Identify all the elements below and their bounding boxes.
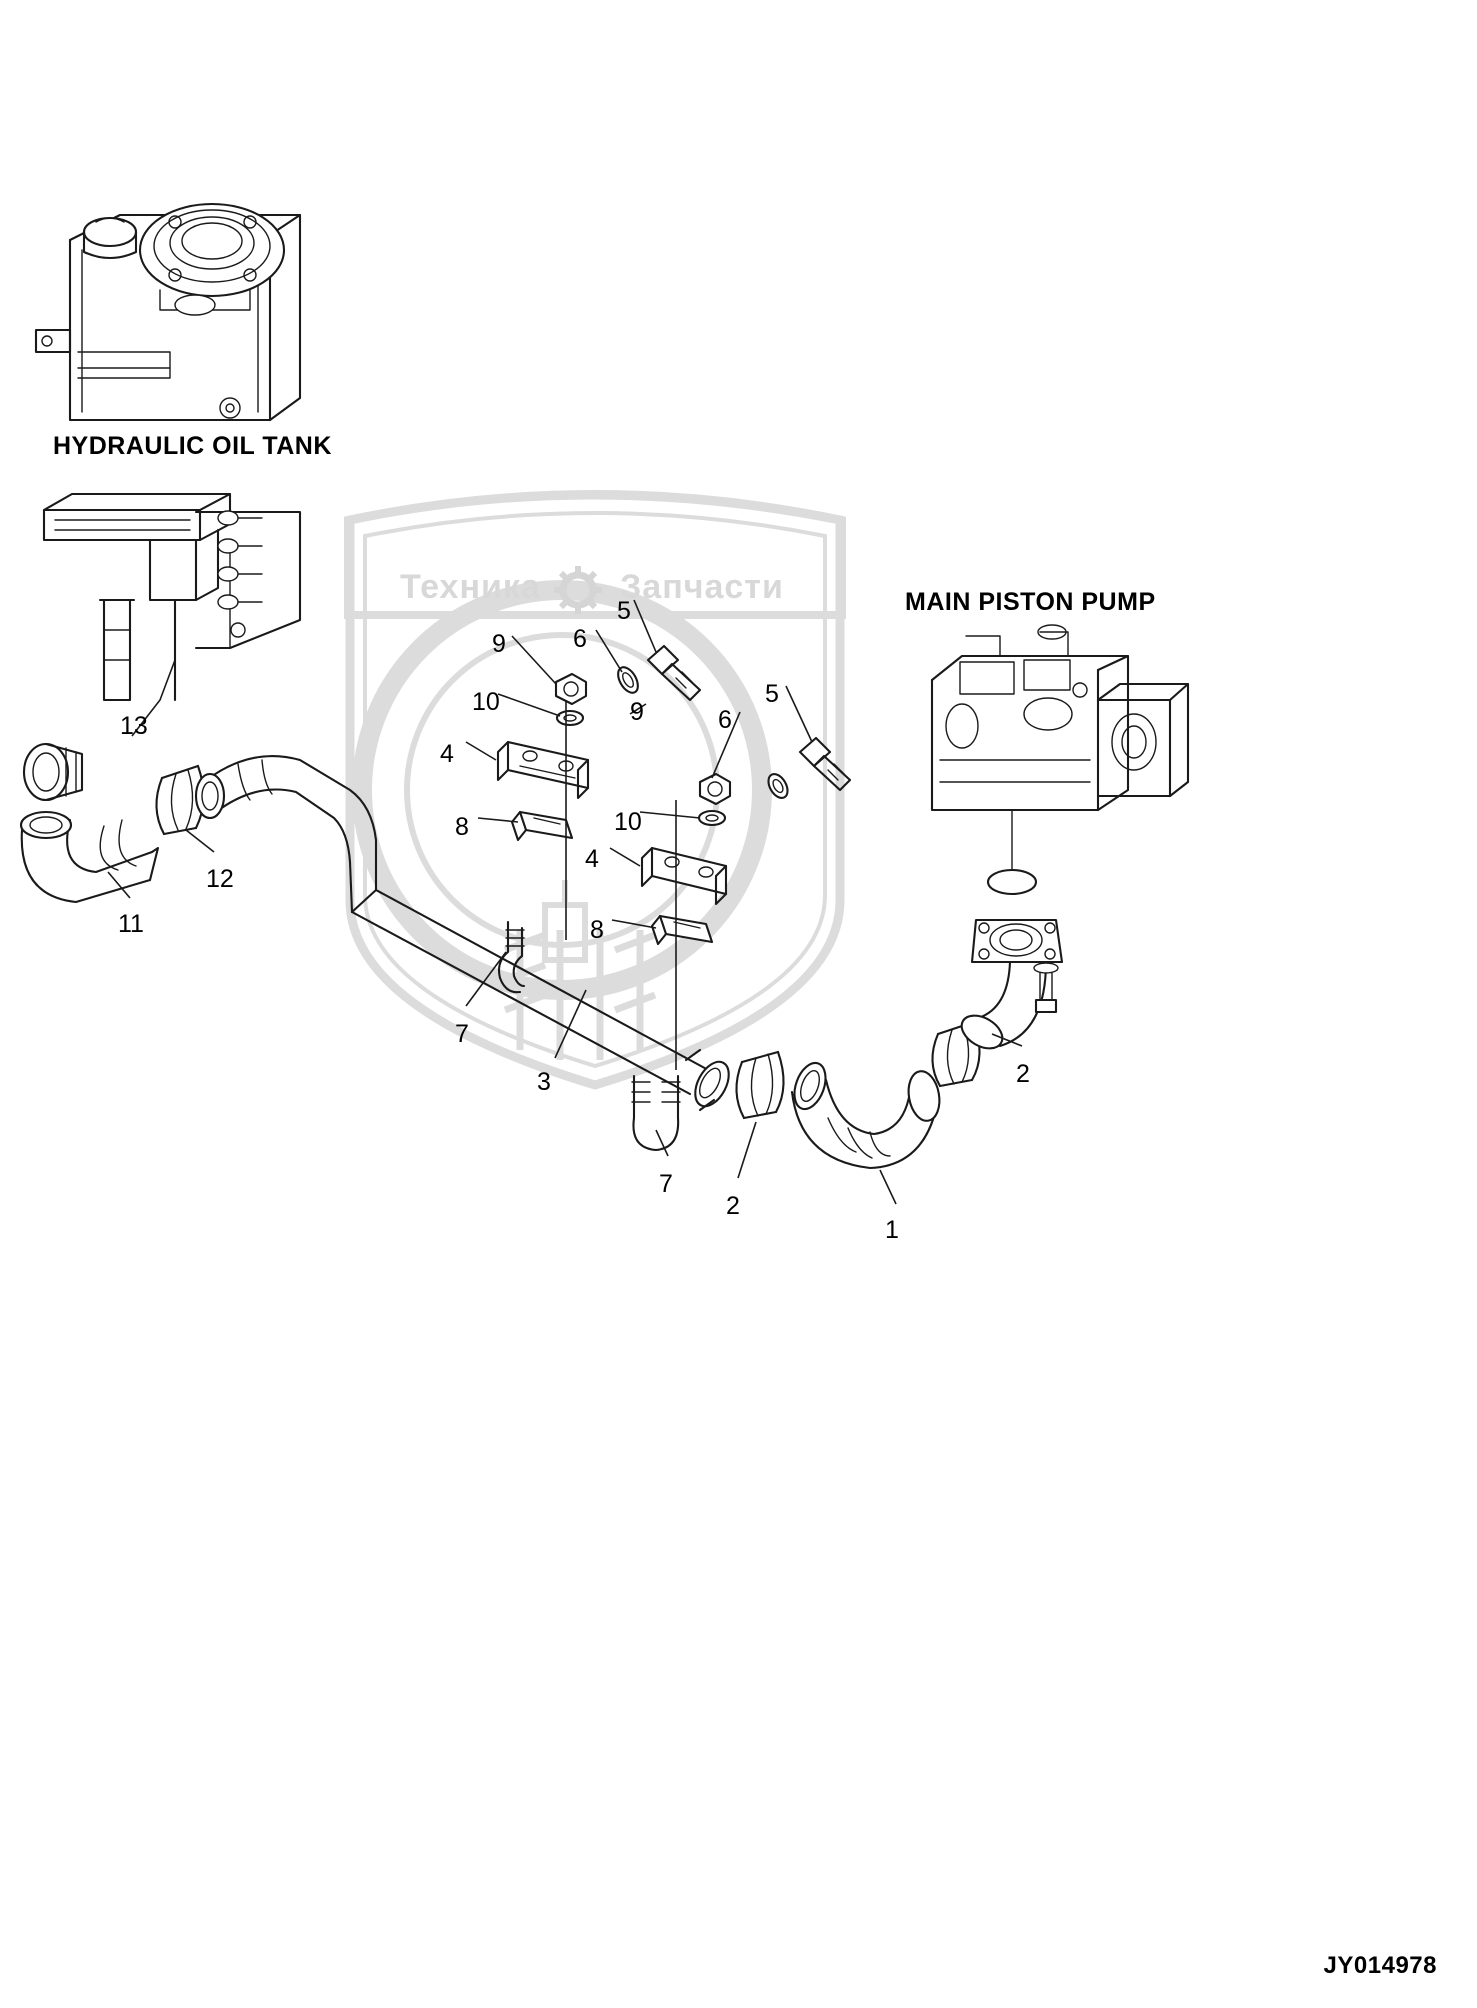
callout-number-1: 1	[885, 1216, 899, 1244]
part-6-washer-upper	[614, 664, 642, 696]
callout-number-13: 13	[120, 712, 148, 740]
callout-number-4: 4	[585, 845, 599, 873]
callout-number-4: 4	[440, 740, 454, 768]
section-title-main-piston-pump: MAIN PISTON PUMP	[905, 588, 1156, 616]
callout-number-2: 2	[1016, 1060, 1030, 1088]
watermark-text-left: Техника	[400, 568, 541, 606]
callout-number-12: 12	[206, 865, 234, 893]
callout-number-7: 7	[659, 1170, 673, 1198]
main-piston-pump-assembly	[932, 625, 1188, 1055]
part-4-bracket-lower	[642, 848, 726, 904]
part-8-clamp-upper	[512, 812, 572, 840]
part-9-nut-upper	[556, 674, 586, 704]
callout-number-8: 8	[455, 813, 469, 841]
part-2-clamp-middle	[736, 1052, 783, 1118]
part-9-nut-lower	[700, 774, 730, 804]
watermark-text-right: Запчасти	[620, 568, 784, 606]
callout-number-3: 3	[537, 1068, 551, 1096]
part-10-washer-upper	[557, 711, 583, 725]
callout-number-11: 11	[118, 910, 144, 938]
part-4-bracket-upper	[498, 742, 588, 798]
drawing-code: JY014978	[1323, 1952, 1437, 1979]
callout-number-5: 5	[617, 597, 631, 625]
watermark-graphic	[348, 494, 842, 1085]
callout-number-8: 8	[590, 916, 604, 944]
callout-number-9: 9	[492, 630, 506, 658]
section-title-hydraulic-oil-tank: HYDRAULIC OIL TANK	[53, 432, 332, 460]
callout-number-10: 10	[614, 808, 642, 836]
part-7-ubolt-lower	[632, 1076, 680, 1150]
part-10-washer-lower	[699, 811, 725, 825]
callout-number-2: 2	[726, 1192, 740, 1220]
callout-number-7: 7	[455, 1020, 469, 1048]
part-1-hose	[789, 1059, 943, 1168]
callout-number-6: 6	[573, 625, 587, 653]
callout-number-9: 9	[630, 698, 644, 726]
callout-number-6: 6	[718, 706, 732, 734]
callout-number-10: 10	[472, 688, 500, 716]
part-5-bolt-upper	[648, 646, 700, 700]
callout-number-5: 5	[765, 680, 779, 708]
part-13-clamp	[24, 744, 82, 800]
part-11-hose	[21, 812, 158, 902]
